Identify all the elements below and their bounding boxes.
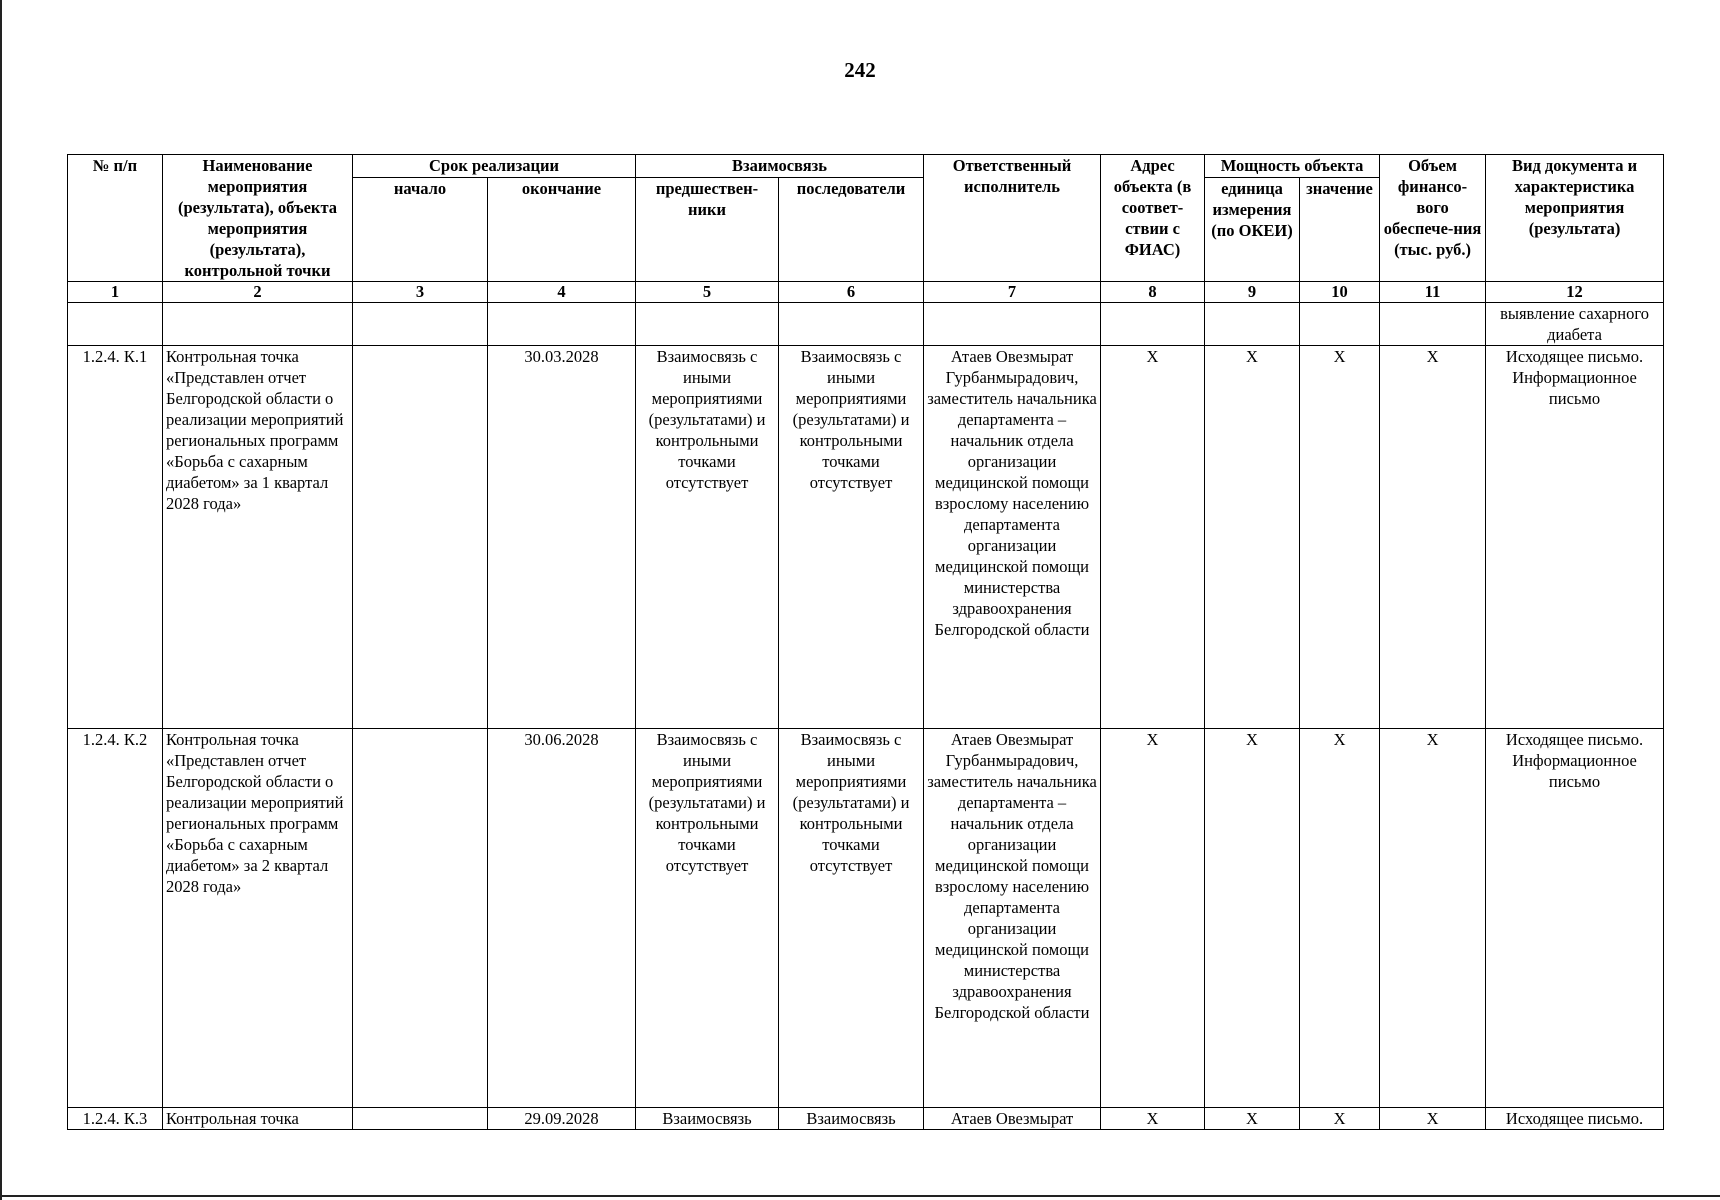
cell-successors: Взаимосвязь с иными мероприятиями (результатами) и контрольными точками отсутствует (779, 346, 924, 729)
header-successors: последователи (779, 178, 924, 282)
column-number: 5 (636, 282, 779, 303)
cell-id: 1.2.4. К.3 (68, 1108, 163, 1130)
header-link-group: Взаимосвязь (636, 155, 924, 178)
cell-document: Исходящее письмо. Информационное письмо (1486, 346, 1664, 729)
header-term-group: Срок реализации (353, 155, 636, 178)
cell-empty (1380, 303, 1486, 346)
header-unit: единица измерения (по ОКЕИ) (1205, 178, 1300, 282)
cell-predecessors: Взаимосвязь (636, 1108, 779, 1130)
cell-responsible: Атаев Овезмырат Гурбанмырадович, заместитель начальника департамента – начальник отдела организации медицинской помощи взрослому населению департамента организации медицинской помощи министерства здравоохранения Белгородской области (924, 729, 1101, 1108)
bottom-scan-edge (0, 1195, 1720, 1197)
cell-end: 30.06.2028 (488, 729, 636, 1108)
cell-empty (924, 303, 1101, 346)
column-number: 3 (353, 282, 488, 303)
cell-empty (353, 303, 488, 346)
header-name: Наименование мероприятия (результата), объекта мероприятия (результата), контрольной точки (163, 155, 353, 282)
column-number: 11 (1380, 282, 1486, 303)
cell-empty (1101, 303, 1205, 346)
cell-successors: Взаимосвязь с иными мероприятиями (результатами) и контрольными точками отсутствует (779, 729, 924, 1108)
cell-start (353, 346, 488, 729)
header-end: окончание (488, 178, 636, 282)
header-address: Адрес объекта (в соответ-ствии с ФИАС) (1101, 155, 1205, 282)
cell-start (353, 1108, 488, 1130)
cell-id: 1.2.4. К.2 (68, 729, 163, 1108)
left-scan-edge (0, 0, 2, 1200)
cell-document: Исходящее письмо. (1486, 1108, 1664, 1130)
cell-predecessors: Взаимосвязь с иными мероприятиями (результатами) и контрольными точками отсутствует (636, 346, 779, 729)
cell-end: 29.09.2028 (488, 1108, 636, 1130)
header-row-1 (68, 155, 1664, 178)
column-number: 7 (924, 282, 1101, 303)
column-number: 4 (488, 282, 636, 303)
column-number: 12 (1486, 282, 1664, 303)
cell-start (353, 729, 488, 1108)
cell-name: Контрольная точка «Представлен отчет Белгородской области о реализации мероприятий региональных программ «Борьба с сахарным диабетом» за 1 квартал 2028 года» (163, 346, 353, 729)
column-number: 9 (1205, 282, 1300, 303)
table-row (68, 346, 1664, 729)
plan-table (67, 154, 1664, 1130)
cell-empty (1205, 303, 1300, 346)
cell-successors: Взаимосвязь (779, 1108, 924, 1130)
cell-id: 1.2.4. К.1 (68, 346, 163, 729)
cell-unit: Х (1205, 346, 1300, 729)
header-predecessors: предшествен-ники (636, 178, 779, 282)
cell-value: Х (1300, 729, 1380, 1108)
cell-value: Х (1300, 346, 1380, 729)
header-financing: Объем финансо-вого обеспече-ния (тыс. руб.) (1380, 155, 1486, 282)
cell-value: Х (1300, 1108, 1380, 1130)
column-number: 8 (1101, 282, 1205, 303)
cell-responsible: Атаев Овезмырат Гурбанмырадович, заместитель начальника департамента – начальник отдела организации медицинской помощи взрослому населению департамента организации медицинской помощи министерства здравоохранения Белгородской области (924, 346, 1101, 729)
cell-name: Контрольная точка «Представлен отчет Белгородской области о реализации мероприятий региональных программ «Борьба с сахарным диабетом» за 2 квартал 2028 года» (163, 729, 353, 1108)
cell-address: Х (1101, 346, 1205, 729)
cell-empty (163, 303, 353, 346)
cell-predecessors: Взаимосвязь с иными мероприятиями (результатами) и контрольными точками отсутствует (636, 729, 779, 1108)
header-number: № п/п (68, 155, 163, 282)
cell-empty (488, 303, 636, 346)
header-start: начало (353, 178, 488, 282)
page-number: 242 (844, 58, 876, 82)
table-row (68, 1108, 1664, 1130)
column-number: 10 (1300, 282, 1380, 303)
cell-document: Исходящее письмо. Информационное письмо (1486, 729, 1664, 1108)
column-number: 2 (163, 282, 353, 303)
cell-financing: Х (1380, 1108, 1486, 1130)
cell-unit: Х (1205, 1108, 1300, 1130)
cell-empty (1300, 303, 1380, 346)
cell-end: 30.03.2028 (488, 346, 636, 729)
cell-empty (636, 303, 779, 346)
header-value: значение (1300, 178, 1380, 282)
header-document: Вид документа и характеристика мероприятия (результата) (1486, 155, 1664, 282)
cell-financing: Х (1380, 346, 1486, 729)
column-number: 6 (779, 282, 924, 303)
cell-responsible: Атаев Овезмырат (924, 1108, 1101, 1130)
cell-empty (68, 303, 163, 346)
header-responsible: Ответственный исполнитель (924, 155, 1101, 282)
cell-financing: Х (1380, 729, 1486, 1108)
cell-unit: Х (1205, 729, 1300, 1108)
cell-document-continuation: выявление сахарного диабета (1486, 303, 1664, 346)
continuation-row (68, 303, 1664, 346)
cell-address: Х (1101, 1108, 1205, 1130)
cell-name: Контрольная точка (163, 1108, 353, 1130)
header-power-group: Мощность объекта (1205, 155, 1380, 178)
table-row (68, 729, 1664, 1108)
column-number-row (68, 282, 1664, 303)
cell-address: Х (1101, 729, 1205, 1108)
cell-empty (779, 303, 924, 346)
column-number: 1 (68, 282, 163, 303)
